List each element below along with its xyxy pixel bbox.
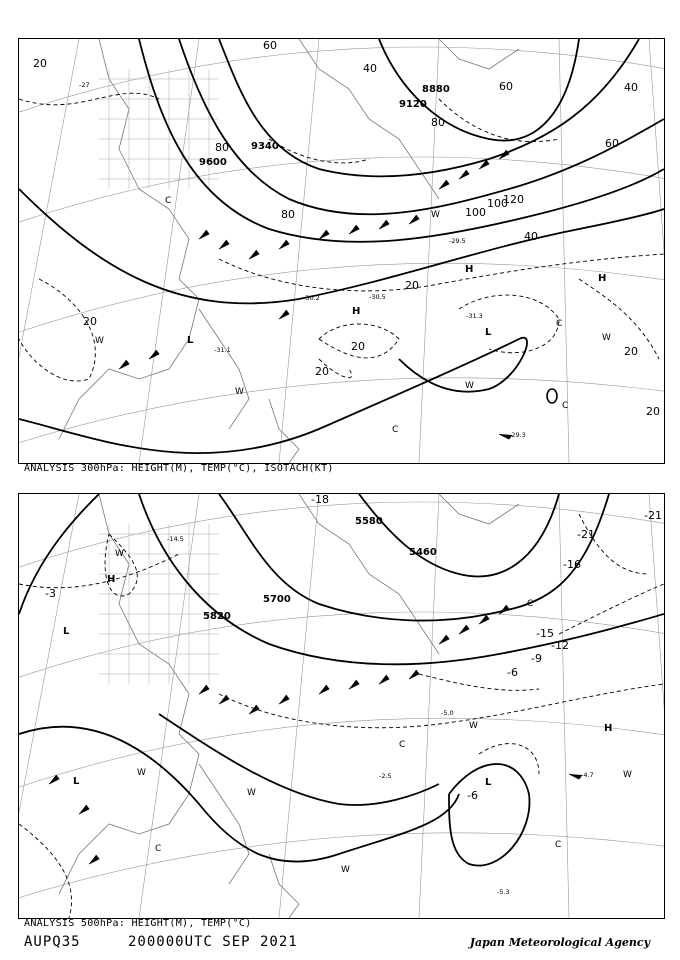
low-center-label: L [63, 626, 70, 637]
low-center-label: L [485, 327, 492, 338]
isotherm-label: -15 [536, 627, 554, 640]
cold-marker: C [555, 840, 562, 850]
high-center-label: H [465, 264, 474, 275]
closed-contour-300 [547, 389, 557, 403]
agency-name: Japan Meteorological Agency [469, 936, 650, 949]
isotach-label: 20 [624, 345, 638, 358]
temp-label: -27 [79, 81, 90, 89]
warm-marker: W [95, 336, 104, 346]
height-label-5700: 5700 [263, 594, 291, 605]
isotach-label: 60 [499, 80, 513, 93]
low-center-label: L [73, 776, 80, 787]
isotach-label: 80 [215, 141, 229, 154]
warm-marker: W [465, 381, 474, 391]
temp-label: -2.5 [379, 772, 392, 780]
temp-label: -5.3 [497, 888, 510, 896]
isotherm-dashed-500 [19, 514, 664, 918]
temp-label: -30.2 [303, 294, 320, 302]
height-label-9600: 9600 [199, 157, 227, 168]
isotherm-label: -6 [507, 666, 518, 679]
isotach-label: 20 [33, 57, 47, 70]
temp-label: -14.5 [167, 535, 184, 543]
high-center-label: H [598, 273, 607, 284]
warm-marker: W [341, 865, 350, 875]
temp-label: -30.5 [369, 293, 386, 301]
warm-marker: W [469, 721, 478, 731]
isotherm-label: -16 [563, 558, 581, 571]
temp-label: -29.3 [509, 431, 526, 439]
temp-label: -4.7 [581, 771, 594, 779]
cold-marker: C [556, 319, 563, 329]
map-300hpa-canvas [19, 39, 664, 463]
map-300hpa [18, 38, 665, 464]
map-500hpa-canvas [19, 494, 664, 918]
isotach-label: 20 [83, 315, 97, 328]
isotach-label: 60 [605, 137, 619, 150]
warm-marker: W [115, 549, 124, 559]
low-center-label: L [485, 777, 492, 788]
warm-marker: W [247, 788, 256, 798]
isotach-label: 20 [405, 279, 419, 292]
isotach-label: 60 [263, 39, 277, 52]
height-label-5580: 5580 [355, 516, 383, 527]
height-label-9340: 9340 [251, 141, 279, 152]
height-label-8880: 8880 [422, 84, 450, 95]
high-center-label: H [107, 574, 116, 585]
isotherm-label: -6 [467, 789, 478, 802]
isotach-label: 20 [646, 405, 660, 418]
isotherm-label: -9 [531, 652, 542, 665]
isotherm-label: -21 [577, 528, 595, 541]
height-label-5460: 5460 [409, 547, 437, 558]
temp-label: -31.3 [466, 312, 483, 320]
isotach-label: 40 [624, 81, 638, 94]
isotach-label: 40 [524, 230, 538, 243]
temp-label: -29.5 [449, 237, 466, 245]
isotherm-label: -3 [45, 587, 56, 600]
temp-label: -31.1 [214, 346, 231, 354]
warm-marker: W [137, 768, 146, 778]
cold-marker: C [165, 196, 172, 206]
cold-marker: C [155, 844, 162, 854]
warm-marker: W [235, 387, 244, 397]
temp-label: -5.0 [441, 709, 454, 717]
isotherm-label: -12 [551, 639, 569, 652]
high-center-label: H [352, 306, 361, 317]
low-center-label: L [187, 335, 194, 346]
cold-marker: C [399, 740, 406, 750]
coastline-300 [59, 39, 519, 463]
hatch-region-500 [99, 524, 219, 684]
coastline-500 [59, 494, 519, 918]
graticule-300 [19, 39, 664, 463]
isotach-label: 40 [363, 62, 377, 75]
cold-marker: C [392, 425, 399, 435]
height-label-5820: 5820 [203, 611, 231, 622]
isotherm-label: -21 [644, 509, 662, 522]
hatch-region-300 [99, 69, 219, 189]
isotherm-label: -18 [311, 494, 329, 506]
cold-marker: C [527, 599, 534, 609]
height-label-9120: 9120 [399, 99, 427, 110]
warm-marker: W [602, 333, 611, 343]
isotach-label: 100 [487, 197, 508, 210]
caption-500hpa: ANALYSIS 500hPa: HEIGHT(M), TEMP(°C) [24, 918, 252, 929]
isotach-label: 100 [465, 206, 486, 219]
caption-300hpa: ANALYSIS 300hPa: HEIGHT(M), TEMP(°C), ISOTACH(KT) [24, 463, 334, 474]
cold-marker: C [562, 401, 569, 411]
product-code: AUPQ35 [24, 934, 81, 950]
isotach-dashed-300 [19, 93, 664, 381]
isotach-label: 80 [431, 116, 445, 129]
isotach-label: 20 [351, 340, 365, 353]
valid-time: 200000UTC SEP 2021 [128, 934, 298, 950]
warm-marker: W [623, 770, 632, 780]
isotach-label: 20 [315, 365, 329, 378]
map-500hpa [18, 493, 665, 919]
high-center-label: H [604, 723, 613, 734]
isotach-label: 80 [281, 208, 295, 221]
isotach-label: 120 [503, 193, 524, 206]
warm-marker: W [431, 210, 440, 220]
